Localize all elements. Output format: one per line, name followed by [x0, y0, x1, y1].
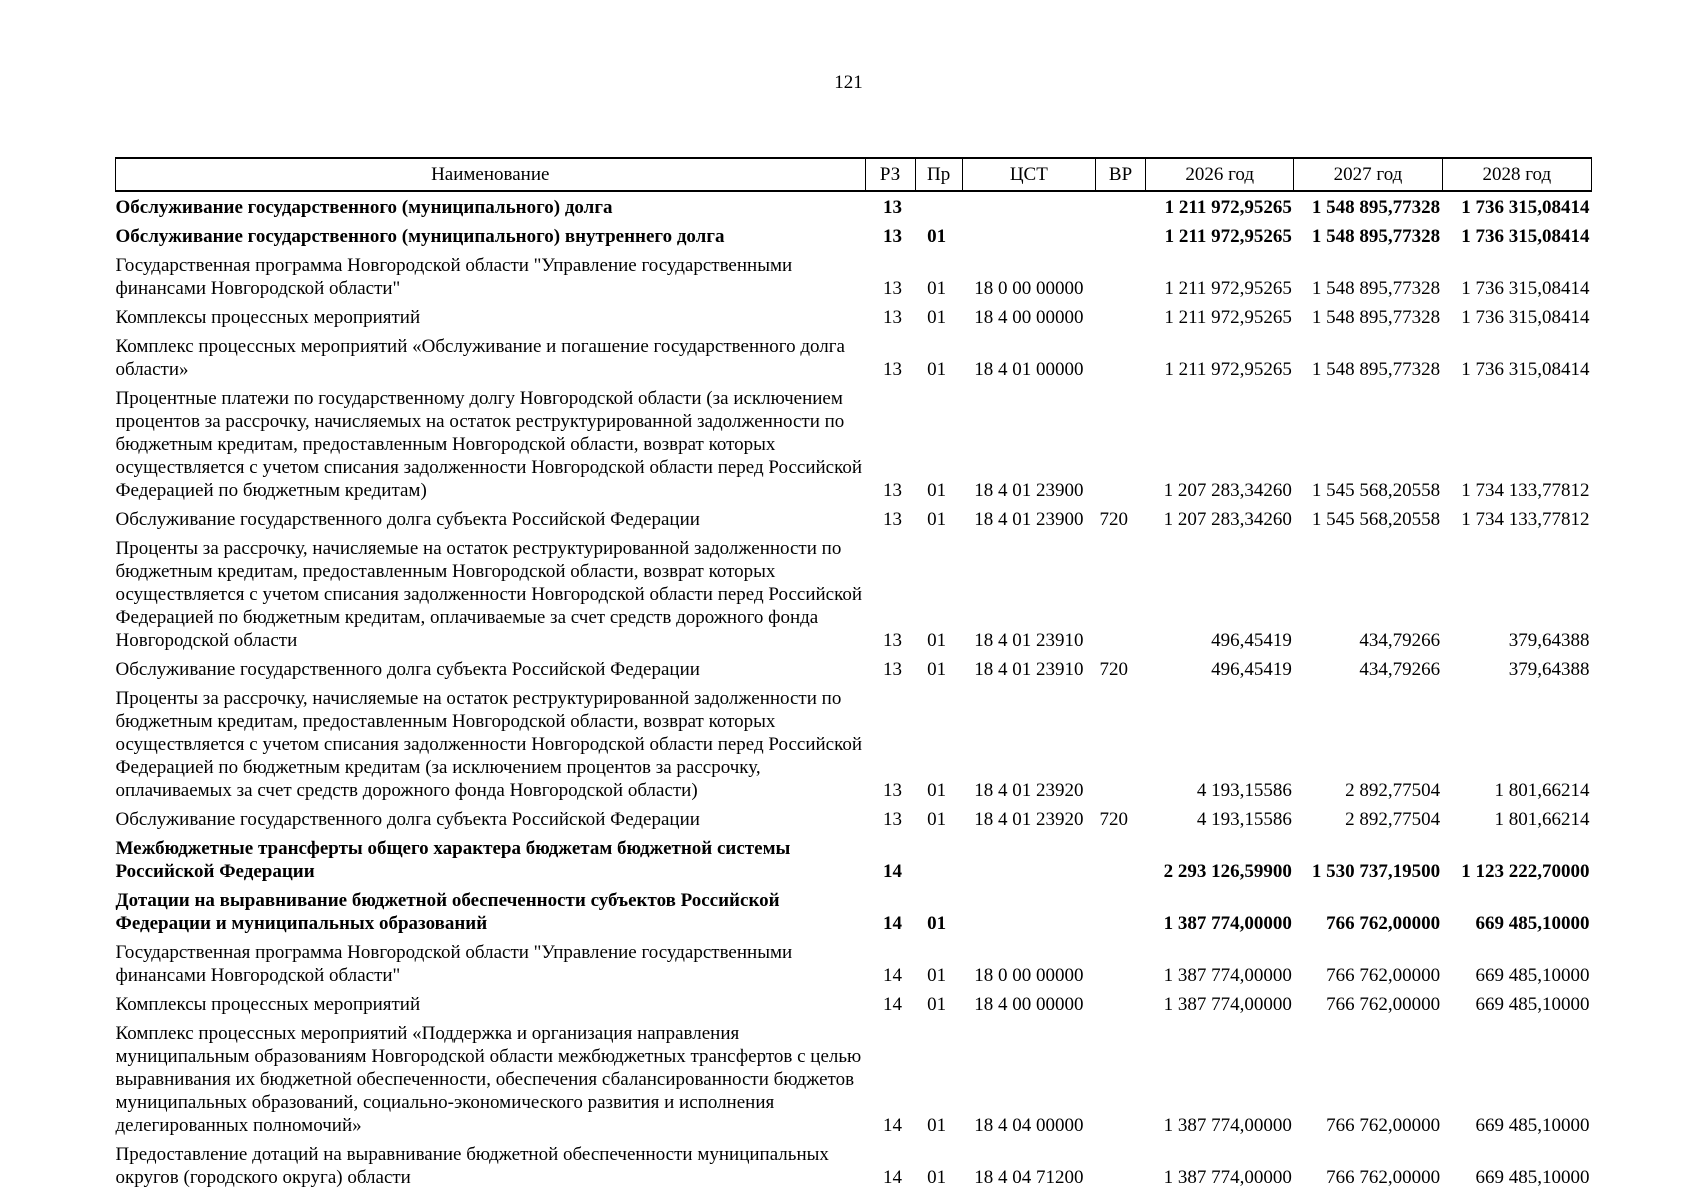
header-pr: Пр: [915, 158, 962, 191]
row-2027: 1 548 895,77328: [1311, 197, 1441, 218]
row-vr: [1095, 306, 1145, 335]
row-2027: 766 762,00000: [1326, 1167, 1441, 1188]
row-2026: 1 387 774,00000: [1163, 1167, 1292, 1188]
row-name: Обслуживание государственного долга субъекта Российской Федерации: [115, 809, 700, 830]
row-rz: 14: [883, 1167, 903, 1188]
table-row: [116, 254, 1592, 306]
table-row: [116, 335, 1592, 387]
row-2027: 1 548 895,77328: [1311, 359, 1441, 380]
row-2027: 434,79266: [1359, 659, 1441, 680]
row-rz: 14: [883, 965, 903, 986]
row-vr: [1095, 837, 1145, 889]
header-2028: 2028 год: [1442, 158, 1591, 191]
header-vr: ВР: [1095, 158, 1145, 191]
row-vr: 720: [1099, 659, 1128, 680]
row-2028: 1 736 315,08414: [1461, 359, 1590, 380]
row-vr: [1095, 1143, 1145, 1195]
row-pr: 01: [927, 994, 947, 1015]
row-2026: 1 211 972,95265: [1164, 359, 1292, 380]
row-2026: 1 207 283,34260: [1163, 509, 1292, 530]
row-vr: [1095, 537, 1145, 658]
row-2028: 1 734 133,77812: [1461, 509, 1590, 530]
table-row: [116, 306, 1592, 335]
row-rz: 14: [883, 913, 903, 934]
row-cst: 18 4 01 23920: [974, 780, 1084, 801]
row-cst: 18 4 01 23900: [974, 480, 1084, 501]
row-2026: 4 193,15586: [1196, 780, 1292, 801]
header-2026: 2026 год: [1146, 158, 1294, 191]
row-2026: 4 193,15586: [1196, 809, 1292, 830]
row-pr: 01: [927, 809, 947, 830]
row-2027: 1 545 568,20558: [1311, 509, 1441, 530]
row-2028: 1 736 315,08414: [1461, 197, 1590, 218]
row-2026: 1 387 774,00000: [1163, 965, 1292, 986]
row-pr: 01: [927, 509, 947, 530]
row-cst: 18 4 00 00000: [974, 994, 1084, 1015]
table-row: [116, 658, 1592, 687]
row-name: Комплекс процессных мероприятий «Обслуживание и погашение государственного долга области»: [115, 336, 845, 380]
row-pr: 01: [927, 307, 947, 328]
row-2026: 1 207 283,34260: [1163, 480, 1292, 501]
row-2027: 1 548 895,77328: [1311, 226, 1441, 247]
row-pr: 01: [927, 913, 947, 934]
row-2027: 766 762,00000: [1326, 913, 1441, 934]
table-row: [116, 1022, 1592, 1143]
row-pr: 01: [927, 1167, 947, 1188]
row-rz: 13: [883, 278, 903, 299]
row-pr: [915, 837, 962, 889]
row-2026: 1 211 972,95265: [1164, 226, 1292, 247]
row-cst: 18 4 04 71200: [974, 1167, 1084, 1188]
row-rz: 13: [883, 359, 903, 380]
row-2028: 669 485,10000: [1475, 965, 1590, 986]
row-2028: 1 801,66214: [1494, 780, 1590, 801]
table-row: [116, 889, 1592, 941]
row-cst: 18 4 00 00000: [974, 307, 1084, 328]
row-2028: 1 736 315,08414: [1461, 307, 1590, 328]
row-2027: 2 892,77504: [1345, 780, 1441, 801]
row-2027: 766 762,00000: [1326, 994, 1441, 1015]
row-pr: 01: [927, 965, 947, 986]
row-2026: 496,45419: [1211, 630, 1292, 651]
table-header: [116, 158, 1592, 191]
row-vr: 720: [1099, 809, 1128, 830]
row-cst: [962, 225, 1095, 254]
row-name: Дотации на выравнивание бюджетной обеспеченности субъектов Российской Федерации и муниципальных образований: [115, 890, 780, 934]
row-2028: 669 485,10000: [1475, 913, 1590, 934]
row-pr: 01: [927, 630, 947, 651]
row-2026: 1 211 972,95265: [1164, 278, 1292, 299]
row-rz: 14: [883, 994, 903, 1015]
row-vr: [1095, 225, 1145, 254]
row-rz: 13: [883, 659, 903, 680]
row-vr: [1095, 1022, 1145, 1143]
row-2028: 1 734 133,77812: [1461, 480, 1590, 501]
row-vr: [1095, 889, 1145, 941]
row-2027: 766 762,00000: [1326, 965, 1441, 986]
row-name: Комплексы процессных мероприятий: [115, 994, 421, 1015]
row-pr: 01: [927, 480, 947, 501]
row-cst: 18 0 00 00000: [974, 965, 1084, 986]
row-vr: [1095, 191, 1145, 225]
header-cst: ЦСТ: [962, 158, 1095, 191]
row-2026: 1 387 774,00000: [1163, 994, 1292, 1015]
table-row: [116, 508, 1592, 537]
row-cst: 18 4 01 23910: [974, 659, 1084, 680]
budget-table: [115, 157, 1592, 1195]
row-name: Обслуживание государственного долга субъекта Российской Федерации: [115, 509, 700, 530]
row-cst: 18 4 01 00000: [974, 359, 1084, 380]
row-vr: [1095, 993, 1145, 1022]
row-cst: 18 4 04 00000: [974, 1115, 1084, 1136]
row-rz: 13: [883, 197, 903, 218]
row-vr: [1095, 335, 1145, 387]
table-row: [116, 808, 1592, 837]
row-vr: [1095, 387, 1145, 508]
row-pr: 01: [927, 278, 947, 299]
row-name: Комплекс процессных мероприятий «Поддержка и организация направления муниципальным образованиям Новгородской области межбюджетных трансфертов с целью выравнивания их бюджетной обеспеченности, обеспечения сбалансированности бюджетов муниципальных образований, социально-экономического развития и исполнения делегированных полномочий»: [115, 1023, 862, 1136]
row-name: Межбюджетные трансферты общего характера бюджетам бюджетной системы Российской Федерации: [115, 838, 791, 882]
row-name: Государственная программа Новгородской области "Управление государственными финансами Новгородской области": [115, 255, 793, 299]
row-pr: [915, 191, 962, 225]
table-row: [116, 225, 1592, 254]
row-2028: 669 485,10000: [1475, 1115, 1590, 1136]
row-name: Обслуживание государственного долга субъекта Российской Федерации: [115, 659, 700, 680]
row-2026: 1 211 972,95265: [1164, 307, 1292, 328]
table-row: [116, 1143, 1592, 1195]
row-vr: 720: [1099, 509, 1128, 530]
row-rz: 14: [883, 861, 903, 882]
row-pr: 01: [927, 226, 947, 247]
page-number: 121: [834, 72, 863, 93]
row-2028: 1 123 222,70000: [1461, 861, 1590, 882]
row-2026: 1 387 774,00000: [1163, 913, 1292, 934]
table-row: [116, 993, 1592, 1022]
table-row: [116, 191, 1592, 225]
row-name: Обслуживание государственного (муниципального) долга: [115, 197, 613, 218]
row-2027: 1 530 737,19500: [1311, 861, 1441, 882]
row-2026: 2 293 126,59900: [1163, 861, 1292, 882]
row-2028: 669 485,10000: [1475, 1167, 1590, 1188]
header-name: Наименование: [116, 158, 866, 191]
table-row: [116, 537, 1592, 658]
row-2027: 2 892,77504: [1345, 809, 1441, 830]
row-vr: [1095, 687, 1145, 808]
row-rz: 14: [883, 1115, 903, 1136]
row-cst: 18 4 01 23910: [974, 630, 1084, 651]
table-row: [116, 687, 1592, 808]
row-2026: 496,45419: [1211, 659, 1292, 680]
row-rz: 13: [883, 809, 903, 830]
row-2027: 1 545 568,20558: [1311, 480, 1441, 501]
row-2026: 1 387 774,00000: [1163, 1115, 1292, 1136]
row-name: Проценты за рассрочку, начисляемые на остаток реструктурированной задолженности по бюджетным кредитам, предоставленным Новгородской области, возврат которых осуществляется с учетом списания задолженности Новгородской области перед Российской Федерацией по бюджетным кредитам (за исключением процентов за рассрочку, оплачиваемых за счет средств дорожного фонда Новгородской области): [115, 688, 863, 801]
table-row: [116, 941, 1592, 993]
row-name: Предоставление дотаций на выравнивание бюджетной обеспеченности муниципальных округов (городского округа) области: [115, 1144, 829, 1188]
row-pr: 01: [927, 659, 947, 680]
row-cst: [962, 191, 1095, 225]
row-cst: 18 4 01 23900: [974, 509, 1084, 530]
row-name: Обслуживание государственного (муниципального) внутреннего долга: [115, 226, 725, 247]
row-rz: 13: [883, 226, 903, 247]
row-vr: [1095, 254, 1145, 306]
row-name: Государственная программа Новгородской области "Управление государственными финансами Новгородской области": [115, 942, 793, 986]
row-rz: 13: [883, 509, 903, 530]
row-name: Проценты за рассрочку, начисляемые на остаток реструктурированной задолженности по бюджетным кредитам, предоставленным Новгородской области, возврат которых осуществляется с учетом списания задолженности Новгородской области перед Российской Федерацией по бюджетным кредитам, оплачиваемые за счет средств дорожного фонда Новгородской области: [115, 538, 863, 651]
row-rz: 13: [883, 780, 903, 801]
header-rz: РЗ: [865, 158, 915, 191]
table-row: [116, 837, 1592, 889]
row-2027: 1 548 895,77328: [1311, 278, 1441, 299]
row-cst: [962, 837, 1095, 889]
row-vr: [1095, 941, 1145, 993]
row-2026: 1 211 972,95265: [1164, 197, 1292, 218]
row-2027: 434,79266: [1359, 630, 1441, 651]
row-rz: 13: [883, 307, 903, 328]
row-rz: 13: [883, 480, 903, 501]
row-2028: 379,64388: [1508, 659, 1590, 680]
table-body: [116, 191, 1592, 1195]
row-2028: 1 736 315,08414: [1461, 226, 1590, 247]
row-2027: 1 548 895,77328: [1311, 307, 1441, 328]
row-name: Процентные платежи по государственному долгу Новгородской области (за исключением процентов за рассрочку, начисляемых на остаток реструктурированной задолженности по бюджетным кредитам, предоставленным Новгородской области, возврат которых осуществляется с учетом списания задолженности Новгородской области перед Российской Федерацией по бюджетным кредитам): [115, 388, 863, 501]
header-2027: 2027 год: [1294, 158, 1442, 191]
row-pr: 01: [927, 1115, 947, 1136]
row-2028: 669 485,10000: [1475, 994, 1590, 1015]
row-pr: 01: [927, 780, 947, 801]
row-name: Комплексы процессных мероприятий: [115, 307, 421, 328]
row-2028: 1 801,66214: [1494, 809, 1590, 830]
table-row: [116, 387, 1592, 508]
row-cst: 18 0 00 00000: [974, 278, 1084, 299]
row-2027: 766 762,00000: [1326, 1115, 1441, 1136]
row-pr: 01: [927, 359, 947, 380]
row-2028: 1 736 315,08414: [1461, 278, 1590, 299]
row-2028: 379,64388: [1508, 630, 1590, 651]
row-cst: 18 4 01 23920: [974, 809, 1084, 830]
row-rz: 13: [883, 630, 903, 651]
row-cst: [962, 889, 1095, 941]
